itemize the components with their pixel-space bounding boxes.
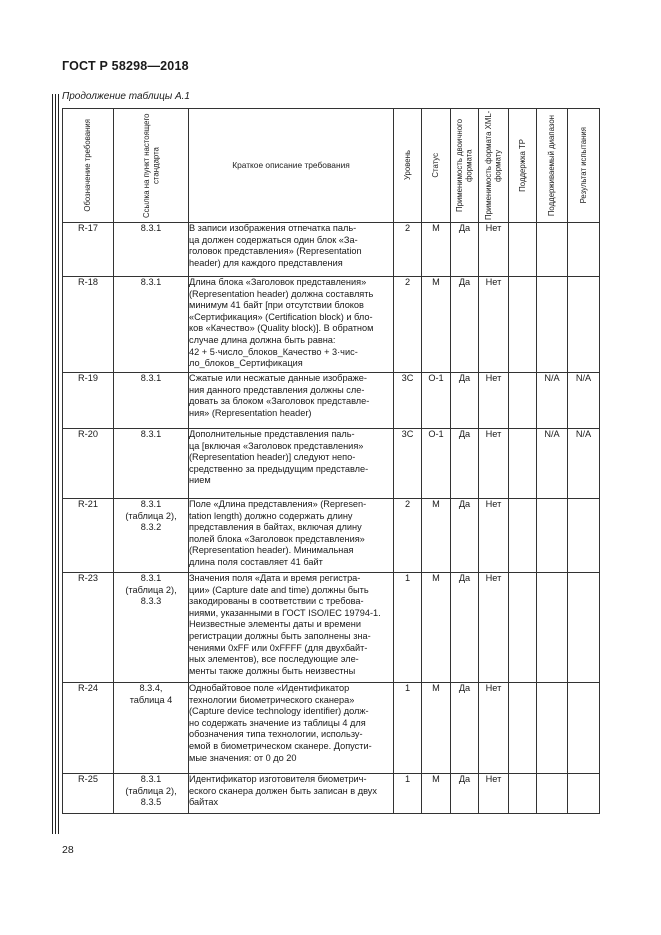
description-line: довать за блоком «Заголовок представле- [189,396,370,407]
xml-applicability-cell: Нет [479,774,509,814]
document-header: ГОСТ Р 58298—2018 [62,59,189,73]
level-cell: 3С [394,373,422,429]
reference-line: 8.3.1 [140,499,162,509]
test-result-cell [568,223,600,277]
level-cell: 2 [394,499,422,573]
description-line: (Capture device technology identifier) долж- [189,706,369,717]
description-line: header) для каждого представления [189,257,343,268]
table-row [63,499,600,573]
description-line: ния» (Representation header) [189,407,312,418]
requirement-description [189,499,394,573]
description-line: представления в байтах, включая длину [189,522,362,533]
xml-applicability-cell: Нет [479,499,509,573]
supported-range-cell [537,774,568,814]
description-line: В записи изображения отпечатка паль- [189,223,357,233]
description-line: tation length) должно содержать длину [189,510,353,521]
standard-reference [114,683,189,774]
tp-support-cell [509,683,537,774]
col-header-id: Обозначение требования [63,109,114,223]
standard-reference [114,573,189,683]
table-row [63,429,600,499]
requirement-description [189,223,394,277]
table-row [63,223,600,277]
requirement-description [189,429,394,499]
xml-applicability-cell: Нет [479,223,509,277]
binary-applicability-cell: Да [451,499,479,573]
reference-line: таблица 4 [129,694,173,705]
reference-line: 8.3.5 [140,797,162,808]
level-cell: 2 [394,277,422,373]
standard-reference [114,373,189,429]
description-line: ния данного представления должны сле- [189,384,365,395]
test-result-cell [568,774,600,814]
description-line: ции» (Capture date and time) должны быть [189,584,369,595]
col-header-range: Поддерживаемый диапазон [537,109,568,223]
col-header-xml: Применимость формата XML-формату [479,109,509,223]
description-line: ных элементов), все последующие эле- [189,654,359,665]
status-cell: М [422,774,451,814]
standard-reference [114,774,189,814]
description-line: полей блока «Заголовок представления» [189,533,365,544]
description-line: технологии биометрического сканера» [189,694,355,705]
col-header-ref: Ссылка на пункт настоящего стандарта [114,109,189,223]
supported-range-cell [537,573,568,683]
description-line: средственно за предыдущим представле- [189,463,369,474]
tp-support-cell [509,429,537,499]
level-cell: 3С [394,429,422,499]
description-line: Дополнительные представления паль- [189,429,355,439]
reference-line: 8.3.1 [140,429,162,439]
requirement-id: R-21 [63,499,114,573]
level-cell: 1 [394,683,422,774]
test-result-cell [568,683,600,774]
table-row [63,683,600,774]
status-cell: М [422,277,451,373]
test-result-cell [568,573,600,683]
description-line: регистрации должны быть заполнены зна- [189,630,371,641]
tp-support-cell [509,573,537,683]
binary-applicability-cell: Да [451,429,479,499]
xml-applicability-cell: Нет [479,683,509,774]
requirement-id: R-20 [63,429,114,499]
description-line: ниями, указанными в ГОСТ ISO/IEC 19794-1. [189,607,381,618]
col-header-binary: Применимость двоичного формата [451,109,479,223]
description-line: «Сертификация» (Certification block) и бло- [189,311,373,322]
xml-applicability-cell: Нет [479,573,509,683]
description-line: Однобайтовое поле «Идентификатор [189,683,350,693]
description-line: случае длина должна быть равна: [189,334,336,345]
binary-applicability-cell: Да [451,223,479,277]
description-line: минимум 41 байт [при отсутствии блоков [189,300,364,311]
col-header-status: Статус [422,109,451,223]
standard-reference [114,277,189,373]
description-line: байтах [189,797,219,808]
description-line: Поле «Длина представления» (Represen- [189,499,367,509]
description-line: емой в биометрическом сканере. Допусти- [189,740,372,751]
reference-line: 8.3.1 [140,373,162,383]
level-cell: 1 [394,774,422,814]
test-result-cell: N/A [568,429,600,499]
requirement-id: R-17 [63,223,114,277]
col-header-result: Результат испытания [568,109,600,223]
requirement-description [189,573,394,683]
description-line: (Representation header) должна составлять [189,288,374,299]
description-line: мые значения: от 0 до 20 [189,752,297,763]
requirement-description [189,373,394,429]
description-line: 42 + 5·число_блоков_Качество + 3·чис- [189,346,358,357]
description-line: нием [189,475,211,486]
requirement-id: R-23 [63,573,114,683]
supported-range-cell [537,683,568,774]
xml-applicability-cell: Нет [479,277,509,373]
description-line: чениями 0xFF или 0xFFFF (для двухбайт- [189,642,368,653]
description-line: еского сканера должен быть записан в двух [189,785,377,796]
tp-support-cell [509,373,537,429]
table-row [63,774,600,814]
requirement-description [189,774,394,814]
description-line: ло_блоков_Сертификация [189,358,303,369]
requirement-id: R-19 [63,373,114,429]
tp-support-cell [509,774,537,814]
col-header-description: Краткое описание требования [189,109,394,223]
test-result-cell [568,499,600,573]
reference-line: 8.3.3 [140,596,162,607]
description-line: менты также должны быть неизвестны [189,665,356,676]
description-line: обозначения типа технологии, использу- [189,729,363,740]
test-result-cell [568,277,600,373]
description-line: Длина блока «Заголовок представления» [189,277,367,287]
table-row [63,277,600,373]
description-line: Идентификатор изготовителя биометрич- [189,774,367,784]
supported-range-cell [537,277,568,373]
col-header-level: Уровень [394,109,422,223]
xml-applicability-cell: Нет [479,429,509,499]
reference-line: 8.3.2 [140,522,162,533]
reference-line: 8.3.1 [140,223,162,233]
xml-applicability-cell: Нет [479,373,509,429]
description-line: ца [включая «Заголовок представления» [189,440,364,451]
requirement-id: R-24 [63,683,114,774]
table-row [63,373,600,429]
reference-line: (таблица 2), [125,785,177,796]
revision-margin-bars [52,94,60,834]
reference-line: 8.3.4, [139,683,163,693]
standard-reference [114,223,189,277]
reference-line: 8.3.1 [140,573,162,583]
status-cell: О-1 [422,429,451,499]
binary-applicability-cell: Да [451,573,479,683]
requirement-id: R-25 [63,774,114,814]
level-cell: 2 [394,223,422,277]
standard-reference [114,499,189,573]
requirement-description [189,277,394,373]
col-header-tp: Поддержка TP [509,109,537,223]
description-line: ца должен содержаться один блок «За- [189,234,358,245]
standard-reference [114,429,189,499]
tp-support-cell [509,277,537,373]
reference-line: (таблица 2), [125,510,177,521]
description-line: головок представления» (Representation [189,246,362,257]
requirements-table [62,108,600,814]
description-line: (Representation header)] следуют непо- [189,452,356,463]
table-row [63,573,600,683]
status-cell: М [422,499,451,573]
supported-range-cell [537,499,568,573]
binary-applicability-cell: Да [451,774,479,814]
status-cell: М [422,223,451,277]
status-cell: М [422,573,451,683]
description-line: закодированы в соответствии с требова- [189,596,364,607]
requirement-id: R-18 [63,277,114,373]
level-cell: 1 [394,573,422,683]
status-cell: М [422,683,451,774]
table-continuation-caption: Продолжение таблицы А.1 [62,91,190,102]
reference-line: 8.3.1 [140,774,162,784]
description-line: длина поля составляет 41 байт [189,556,323,567]
reference-line: (таблица 2), [125,584,177,595]
table-header-row [63,109,600,223]
binary-applicability-cell: Да [451,373,479,429]
description-line: Сжатые или несжатые данные изображе- [189,373,367,383]
tp-support-cell [509,499,537,573]
description-line: (Representation header). Минимальная [189,545,354,556]
description-line: Неизвестные элементы даты и времени [189,619,361,630]
status-cell: О-1 [422,373,451,429]
reference-line: 8.3.1 [140,277,162,287]
binary-applicability-cell: Да [451,683,479,774]
supported-range-cell: N/A [537,373,568,429]
binary-applicability-cell: Да [451,277,479,373]
tp-support-cell [509,223,537,277]
page-number: 28 [62,844,74,856]
supported-range-cell: N/A [537,429,568,499]
supported-range-cell [537,223,568,277]
description-line: ков «Качество» (Quality block)]. В обратном [189,323,374,334]
requirement-description [189,683,394,774]
description-line: но содержать значение из таблицы 4 для [189,717,366,728]
test-result-cell: N/A [568,373,600,429]
description-line: Значения поля «Дата и время регистра- [189,573,361,583]
